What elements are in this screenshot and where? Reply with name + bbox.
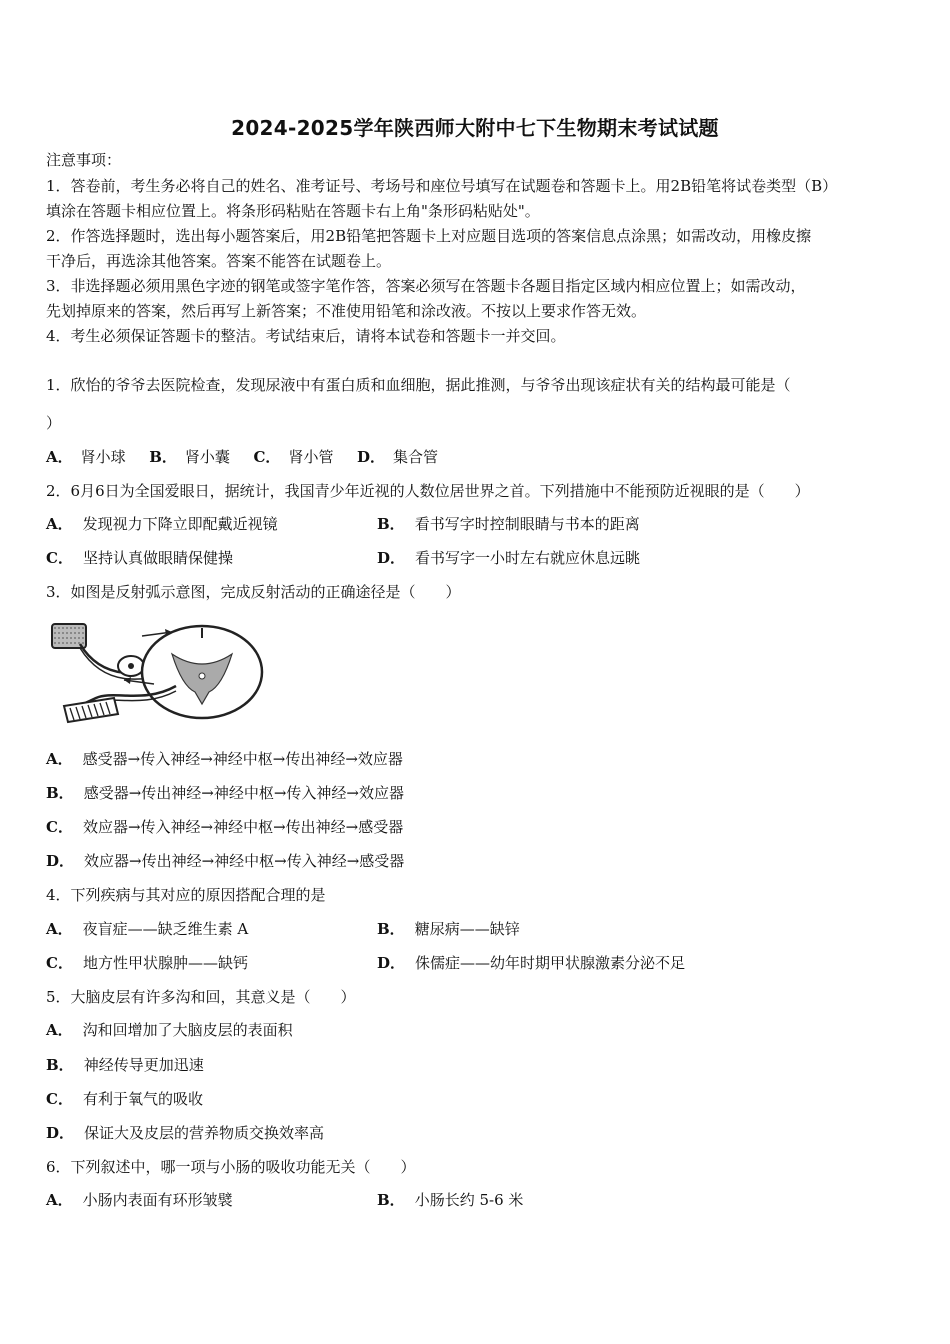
question-2-option-b[interactable] [377,514,640,534]
option-text: 感受器→传入神经→神经中枢→传出神经→效应器 [82,750,403,768]
question-1-stem-cont: ） [46,414,62,432]
option-text: 坚持认真做眼睛保健操 [82,549,233,567]
option-letter: D． [46,1124,75,1142]
option-text: 糖尿病——缺锌 [414,920,520,938]
option-text: 侏儒症——幼年时期甲状腺激素分泌不足 [415,954,686,972]
option-letter: D． [377,549,406,567]
option-letter: C． [46,549,73,567]
option-letter[interactable]: C． [253,448,281,466]
option-text: 效应器→传出神经→神经中枢→传入神经→感受器 [84,852,405,870]
notice-line: 干净后，再选涂其他答案。答案不能答在试题卷上。 [46,252,392,270]
reflex-arc-diagram [44,614,269,732]
notice-line: 2．作答选择题时，选出每小题答案后，用2B铅笔把答题卡上对应题目选项的答案信息点涂黑；如需改动，用橡皮擦 [46,227,812,245]
question-4-option-b[interactable] [377,919,520,939]
option-text: 夜盲症——缺乏维生素 A [82,920,249,938]
question-3-option-b[interactable] [46,783,404,803]
question-5-option-d[interactable] [46,1123,324,1143]
question-3-option-d[interactable] [46,851,404,871]
question-5-option-a[interactable] [46,1020,293,1040]
option-text: 发现视力下降立即配戴近视镜 [82,515,278,533]
option-letter: C． [46,954,73,972]
question-2-option-d[interactable] [377,548,640,568]
option-text: 小肠内表面有环形皱襞 [82,1191,233,1209]
question-2-option-c[interactable] [46,548,233,568]
option-letter: C． [46,1090,73,1108]
effector-muscle [64,698,118,722]
option-text: 有利于氧气的吸收 [82,1090,203,1108]
option-letter: B． [46,1056,74,1074]
question-5-stem: 5．大脑皮层有许多沟和回，其意义是（ ） [46,988,356,1006]
option-text: 肾小球 [80,448,126,466]
question-1-options [46,447,438,467]
notice-line: 1．答卷前，考生务必将自己的姓名、准考证号、考场号和座位号填写在试题卷和答题卡上。用2B铅笔将试卷类型（B） [46,177,838,195]
option-text: 地方性甲状腺肿——缺钙 [82,954,248,972]
question-2-option-a[interactable] [46,514,278,534]
question-4-option-c[interactable] [46,953,248,973]
question-3-option-c[interactable] [46,817,403,837]
page-title: 2024-2025学年陕西师大附中七下生物期末考试试题 [231,116,719,140]
option-text: 看书写字时控制眼睛与书本的距离 [414,515,640,533]
question-6-option-a[interactable] [46,1190,233,1210]
option-text: 保证大及皮层的营养物质交换效率高 [84,1124,325,1142]
question-1-stem: 1．欣怡的爷爷去医院检查，发现尿液中有蛋白质和血细胞，据此推测，与爷爷出现该症状有关的结构最可能是（ [46,376,791,394]
question-5-option-c[interactable] [46,1089,203,1109]
option-letter: B． [377,515,405,533]
question-6-stem: 6．下列叙述中，哪一项与小肠的吸收功能无关（ ） [46,1158,416,1176]
option-text: 感受器→传出神经→神经中枢→传入神经→效应器 [83,784,404,802]
option-text: 集合管 [393,448,439,466]
option-letter: A． [46,750,73,768]
option-letter: B． [377,1191,405,1209]
notice-line: 4．考生必须保证答题卡的整洁。考试结束后，请将本试卷和答题卡一并交回。 [46,327,566,345]
question-5-option-b[interactable] [46,1055,204,1075]
option-letter: A． [46,920,73,938]
question-4-option-d[interactable] [377,953,685,973]
question-2-stem: 2．6月6日为全国爱眼日，据统计，我国青少年近视的人数位居世界之首。下列措施中不能预防近视眼的是（ ） [46,482,810,500]
option-text: 沟和回增加了大脑皮层的表面积 [82,1021,293,1039]
option-text: 看书写字一小时左右就应休息远眺 [415,549,641,567]
option-letter: D． [377,954,406,972]
question-4-stem: 4．下列疾病与其对应的原因搭配合理的是 [46,886,326,904]
question-3-option-a[interactable] [46,749,403,769]
notice-line: 先划掉原来的答案，然后再写上新答案；不准使用铅笔和涂改液。不按以上要求作答无效。 [46,302,647,320]
notice-line: 3．非选择题必须用黑色字迹的钢笔或签字笔作答，答案必须写在答题卡各题目指定区域内相应位置上；如需改动， [46,277,806,295]
option-letter: A． [46,1191,73,1209]
option-text: 肾小管 [288,448,334,466]
option-text: 效应器→传入神经→神经中枢→传出神经→感受器 [82,818,404,836]
option-letter: C． [46,818,73,836]
option-letter: A． [46,515,73,533]
option-letter: D． [46,852,75,870]
option-letter: B． [377,920,405,938]
option-letter: A． [46,1021,73,1039]
notice-heading: 注意事项： [46,151,122,169]
option-text: 神经传导更加迅速 [83,1056,204,1074]
option-text: 肾小囊 [184,448,230,466]
question-3-stem: 3．如图是反射弧示意图，完成反射活动的正确途径是（ ） [46,583,461,601]
option-letter[interactable]: D． [357,448,386,466]
question-6-option-b[interactable] [377,1190,523,1210]
option-letter[interactable]: B． [149,448,177,466]
notice-line: 填涂在答题卡相应位置上。将条形码粘贴在答题卡右上角"条形码粘贴处"。 [46,202,540,220]
option-letter: B． [46,784,74,802]
option-letter[interactable]: A． [46,448,73,466]
option-text: 小肠长约 5-6 米 [414,1191,524,1209]
question-4-option-a[interactable] [46,919,248,939]
spinal-cord [142,626,262,718]
